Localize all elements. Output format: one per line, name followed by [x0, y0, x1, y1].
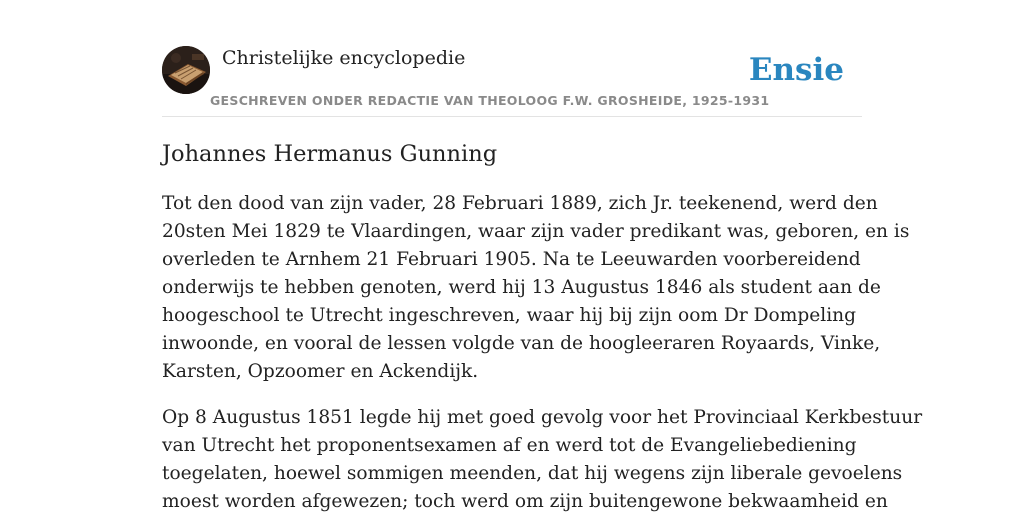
- paragraph-line: toegelaten, hoewel sommigen meenden, dat hij wegens zijn liberale gevoelens: [162, 463, 903, 484]
- paragraph-line: van Utrecht het proponentsexamen af en werd tot de Evangeliebediening: [162, 435, 857, 456]
- encyclopedia-book-avatar-icon[interactable]: [162, 46, 210, 94]
- brand-logo-link[interactable]: Ensie: [748, 52, 844, 88]
- paragraph-line: Karsten, Opzoomer en Ackendijk.: [162, 361, 479, 382]
- paragraph-line: moest worden afgewezen; toch werd om zijn buitengewone bekwaamheid en: [162, 491, 888, 512]
- paragraph-line: overleden te Arnhem 21 Februari 1905. Na te Leeuwarden voorbereidend: [162, 249, 861, 270]
- paragraph-line: 20sten Mei 1829 te Vlaardingen, waar zijn vader predikant was, geboren, en is: [162, 221, 910, 242]
- paragraph-line: hoogeschool te Utrecht ingeschreven, waar hij bij zijn oom Dr Dompeling: [162, 305, 857, 326]
- article-title: Johannes Hermanus Gunning: [162, 141, 498, 167]
- paragraph-line: inwoonde, en vooral de lessen volgde van de hoogleeraren Royaards, Vinke,: [162, 333, 881, 354]
- article-paragraph: [162, 190, 910, 386]
- article-content: [162, 138, 923, 512]
- source-header: [162, 46, 862, 117]
- paragraph-line: onderwijs te hebben genoten, werd hij 13 Augustus 1846 als student aan de: [162, 277, 881, 298]
- source-subtitle: GESCHREVEN ONDER REDACTIE VAN THEOLOOG F.W. GROSHEIDE, 1925-1931: [210, 93, 770, 108]
- source-title[interactable]: Christelijke encyclopedie: [222, 47, 466, 69]
- paragraph-line: Tot den dood van zijn vader, 28 Februari 1889, zich Jr. teekenend, werd den: [162, 193, 878, 214]
- article-paragraph: [162, 404, 923, 512]
- paragraph-line: Op 8 Augustus 1851 legde hij met goed gevolg voor het Provinciaal Kerkbestuur: [162, 407, 923, 428]
